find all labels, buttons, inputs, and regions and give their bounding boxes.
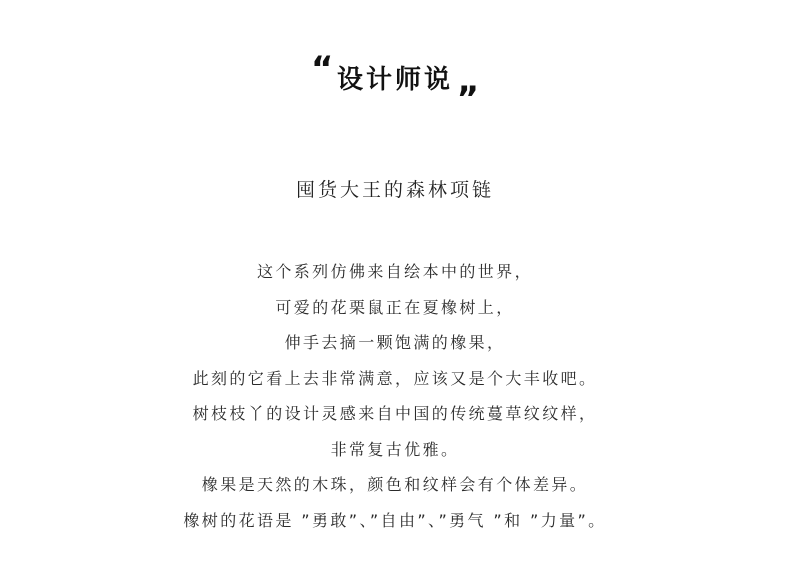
description-line: 这个系列仿佛来自绘本中的世界， [256, 262, 533, 281]
description-text [0, 254, 790, 538]
close-quote-mark: ” [456, 79, 479, 119]
description-line: 伸手去摘一颗饱满的橡果， [284, 333, 506, 352]
description-line: 橡果是天然的木珠，颜色和纹样会有个体差异。 [201, 475, 589, 494]
product-subtitle: 囤货大王的森林项链 [295, 179, 494, 201]
open-quote-mark: “ [310, 49, 334, 89]
description-line: 树枝枝丫的设计灵感来自中国的传统蔓草纹纹样， [192, 404, 598, 423]
description-line: 此刻的它看上去非常满意，应该又是个大丰收吧。 [192, 368, 598, 388]
description-line: 可爱的花栗鼠正在夏橡树上， [275, 297, 515, 317]
heading-title: 设计师说 [336, 65, 453, 95]
section-heading [0, 49, 790, 120]
description-line: 橡树的花语是 ”勇敢”、”自由”、”勇气 ”和 ”力量”。 [183, 510, 607, 530]
heading-wrapper [310, 49, 479, 119]
description-line: 非常复古优雅。 [330, 439, 460, 459]
